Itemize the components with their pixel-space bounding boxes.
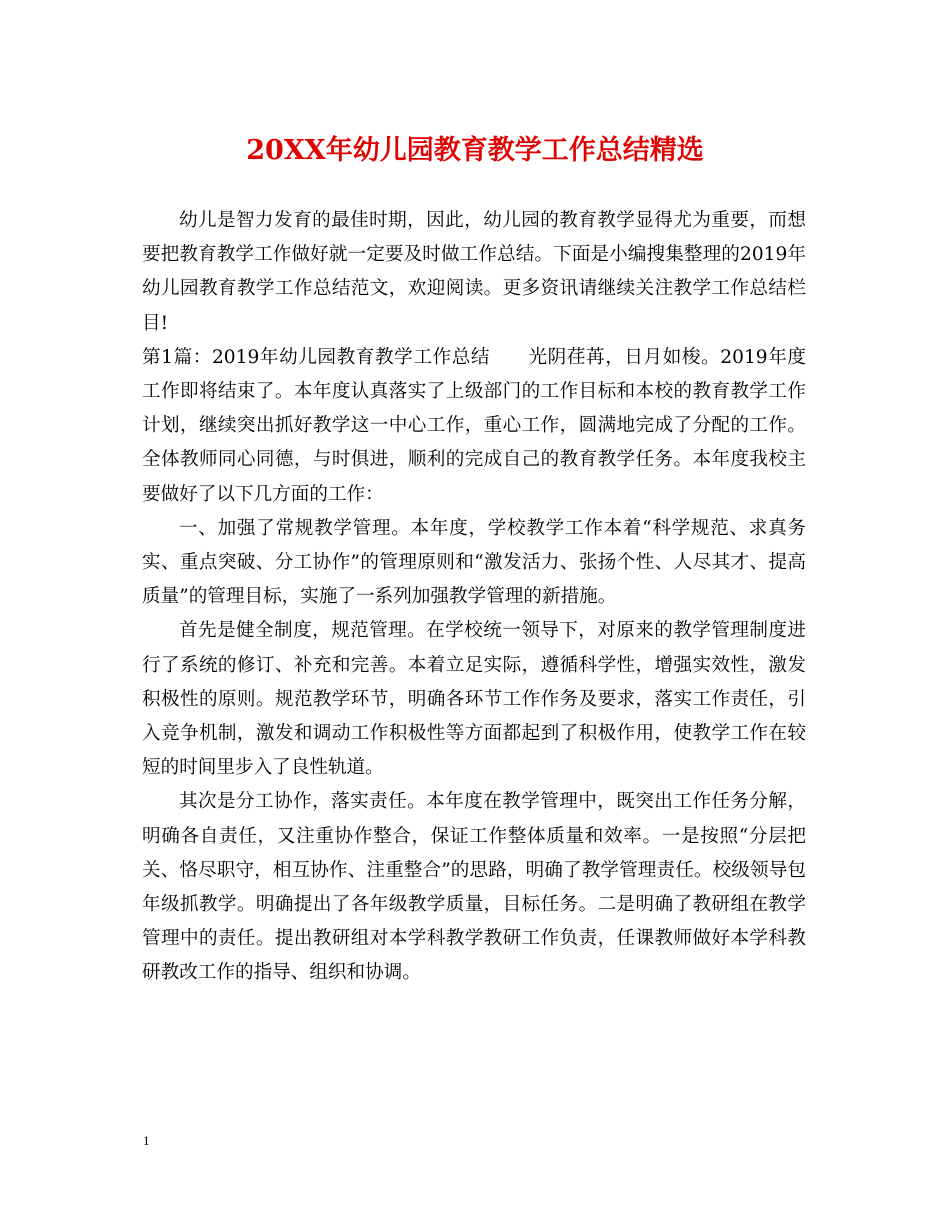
section-1-paragraph: 一、加强了常规教学管理。本年度，学校教学工作本着“科学规范、求真务实、重点突破、分工协作”的管理原则和“激发活力、张扬个性、人尽其才、提高质量”的管理目标，实施了一系列加强教学管理的新措施。 — [142, 517, 806, 608]
document-body — [142, 204, 806, 991]
intro-paragraph: 幼儿是智力发育的最佳时期，因此，幼儿园的教育教学显得尤为重要，而想要把教育教学工作做好就一定要及时做工作总结。下面是小编搜集整理的2019年幼儿园教育教学工作总结范文，欢迎阅读。更多资讯请继续关注教学工作总结栏目! — [142, 210, 806, 334]
page-number: 1 — [143, 1133, 150, 1148]
first-point-paragraph: 首先是健全制度，规范管理。在学校统一领导下，对原来的教学管理制度进行了系统的修订、补充和完善。本着立足实际，遵循科学性，增强实效性，激发积极性的原则。规范教学环节，明确各环节工作作务及要求，落实工作责任，引入竞争机制，激发和调动工作积极性等方面都起到了积极作用，使教学工作在较短的时间里步入了良性轨道。 — [142, 620, 806, 779]
document-title: 20XX年幼儿园教育教学工作总结精选 — [246, 135, 704, 166]
second-point-paragraph: 其次是分工协作，落实责任。本年度在教学管理中，既突出工作任务分解，明确各自责任，又注重协作整合，保证工作整体质量和效率。一是按照“分层把关、恪尽职守，相互协作、注重整合”的思路，明确了教学管理责任。校级领导包年级抓教学。明确提出了各年级教学质量，目标任务。二是明确了教研组在教学管理中的责任。提出教研组对本学科教学教研工作负责，任课教师做好本学科教研教改工作的指导、组织和协调。 — [142, 791, 806, 984]
article-1-paragraph: 第1篇：2019年幼儿园教育教学工作总结 光阴荏苒，日月如梭。2019年度工作即将结束了。本年度认真落实了上级部门的工作目标和本校的教育教学工作计划，继续突出抓好教学这一中心工作，重心工作，圆满地完成了分配的工作。全体教师同心同德，与时俱进，顺利的完成自己的教育教学任务。本年度我校主要做好了以下几方面的工作： — [142, 346, 806, 505]
